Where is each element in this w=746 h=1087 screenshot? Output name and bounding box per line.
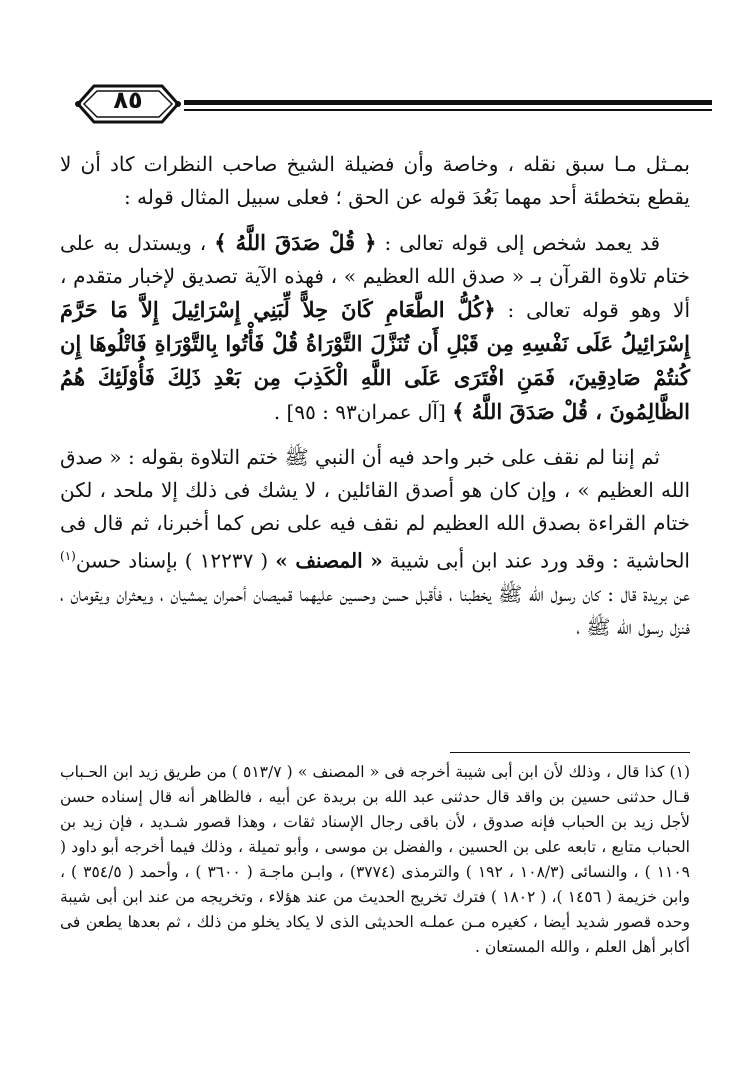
paragraph-3 (60, 441, 690, 644)
paragraph-3-part-c: عن بريدة قال : كان رسول الله ﷺ يخطبنا ، فأقبل حسن وحسين عليهما قميصان أحمران يمشيان ، ويعثران ويقومان ، فنزل رسول الله ﷺ ، (60, 581, 690, 639)
footnote-marker: (١) (60, 549, 76, 563)
footnotes (60, 760, 690, 960)
paragraph-2 (60, 226, 690, 429)
book-title-musannaf: « المصنف » (275, 548, 383, 573)
paragraph-2-start: قد يعمد شخص إلى قوله تعالى : (384, 231, 661, 255)
quran-verse-short: ﴿ قُلْ صَدَقَ اللَّهُ ﴾ (214, 230, 377, 255)
paragraph-1 (60, 148, 690, 214)
paragraph-2-middle: ، ويستدل به على ختام تلاوة القرآن بـ « صدق الله العظيم » ، فهذه الآية تصديق لإخبار متقدم ، ألا وهو قوله تعالى : (60, 231, 691, 322)
paragraph-3-part-a: ثم إننا لم نقف على خبر واحد فيه أن النبي ﷺ ختم التلاوة بقوله : « صدق الله العظيم » ، وإن كان هو أصدق القائلين ، لا يشك فى ذلك إلا ملحد ، لكن ختام القراءة بصدق الله العظيم لم نقف فيه على نص كما أخبرنا، ثم قال فى الحاشية : وقد ورد عند ابن أبى شيبة (60, 445, 690, 573)
paragraph-1-text: بمـثل مـا سبق نقله ، وخاصة وأن فضيلة الشيخ صاحب النظرات كاد أن لا يقطع بتخطئة أحد مهما بَعُدَ قوله عن الحق ؛ فعلى سبيل المثال قوله : (60, 152, 690, 209)
main-text (60, 148, 690, 656)
footnote-separator (450, 752, 690, 753)
paragraph-3-part-b: ( ١٢٢٣٧ ) بإسناد حسن (75, 548, 269, 573)
header-rule-thin (184, 109, 712, 111)
footnote-1: (١) كذا قال ، وذلك لأن ابن أبى شيبة أخرجه فى « المصنف » ( ٥١٣/٧ ) من طريق زيد ابن الحـباب قـال حدثنى حسين بن واقد قال حدثنى عبد الله بن بريدة عن أبيه ، فالظاهر أنه قال إسناده حسن لأجل زيد بن الحباب فإنه صدوق ، لأن باقى رجال الإسناد ثقات ، وهذا قصور شـديد ، فإن زيد بن الحباب متابع ، تابعه على بن الحسين ، والفضل بن موسى ، وأبو تميلة ، وذلك فيما أخرجه أبو داود ( ١١٠٩ ) ، والنسائى (١٠٨/٣ ، ١٩٢ ) والترمذى (٣٧٧٤) ، وابـن ماجـة ( ٣٦٠٠ ) ، وأحمد ( ٣٥٤/٥ ) ، وابن خزيمة ( ١٤٥٦ )، ( ١٨٠٢ ) فترك تخريج الحديث من عند هؤلاء ، وتخريجه من عند ابن أبى شيبة وحده قصور شديد أيضا ، كغيره مـن عملـه الحديثى الذى لا يكاد يخلو من ذلك ، ثم بعدها يطعن فى أكابر أهل العلم ، والله المستعان . (60, 763, 691, 956)
page-number-badge (72, 80, 184, 128)
page-number: ٨٥ (113, 86, 143, 114)
page-header (72, 80, 712, 130)
verse-reference: [آل عمران٩٣ : ٩٥] . (273, 400, 446, 424)
header-rule-thick (184, 100, 712, 105)
quran-verse-long: ﴿كُلُّ الطَّعَامِ كَانَ حِلاًّ لِّبَنِي إِسْرَائِيلَ إِلاَّ مَا حَرَّمَ إِسْرَائِيلُ عَلَى نَفْسِهِ مِن قَبْلِ أَن تُنَزَّلَ التَّوْرَاةُ قُلْ فَأْتُوا بِالتَّوْرَاةِ فَاتْلُوهَا إِن كُنتُمْ صَادِقِينَ، فَمَنِ افْتَرَى عَلَى اللَّهِ الْكَذِبَ مِن بَعْدِ ذَلِكَ فَأُوْلَئِكَ هُمُ الظَّالِمُونَ ، قُلْ صَدَقَ اللَّهُ ﴾ (60, 297, 690, 424)
